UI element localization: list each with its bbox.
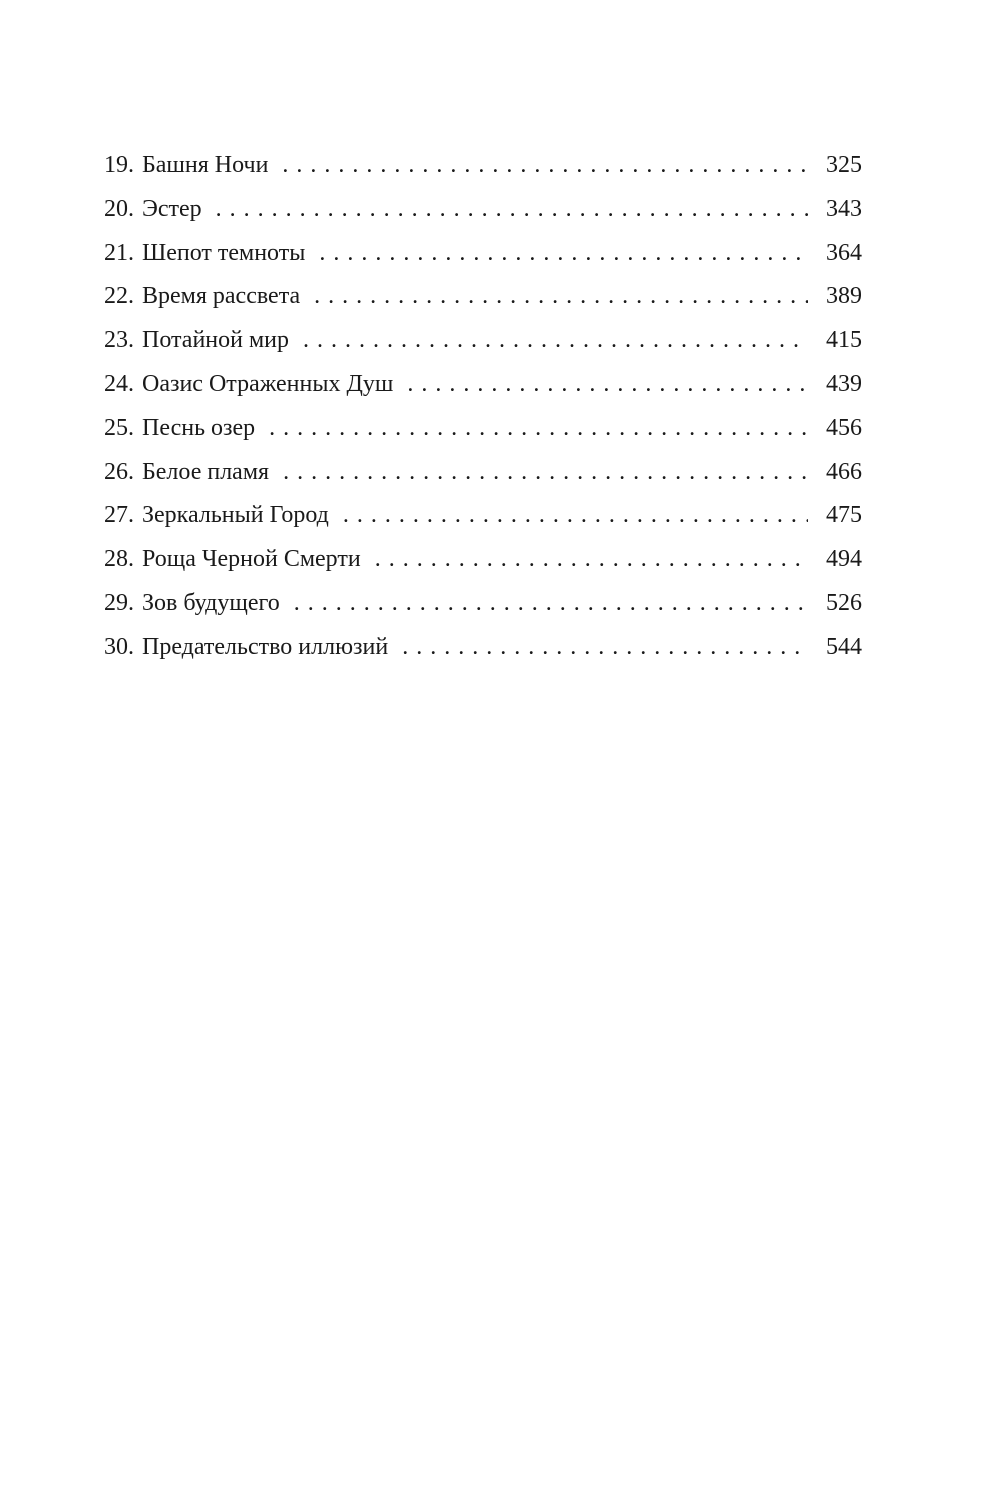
chapter-number: 25. <box>104 414 134 441</box>
chapter-number: 29. <box>104 589 134 616</box>
chapter-title: Песнь озер <box>142 414 256 441</box>
chapter-title: Зов будущего <box>142 589 280 616</box>
dot-leader <box>216 196 808 223</box>
dot-leader <box>283 459 808 486</box>
chapter-number: 20. <box>104 195 134 222</box>
dot-leader <box>294 590 808 617</box>
dot-leader <box>303 327 808 354</box>
page-number: 494 <box>826 546 862 573</box>
toc-entry <box>104 590 862 634</box>
toc-entry <box>104 415 862 459</box>
toc-entry <box>104 371 862 415</box>
chapter-number: 30. <box>104 633 134 660</box>
page-number: 389 <box>826 283 862 310</box>
toc-entry <box>104 502 862 546</box>
chapter-title: Потайной мир <box>142 327 290 354</box>
page-number: 475 <box>826 502 862 529</box>
dot-leader <box>343 502 808 529</box>
chapter-title: Шепот темноты <box>142 239 306 266</box>
toc-entry <box>104 283 862 327</box>
dot-leader <box>282 152 808 179</box>
page-number: 544 <box>826 633 862 660</box>
toc-entry <box>104 546 862 590</box>
page-number: 364 <box>826 239 862 266</box>
chapter-title: Эстер <box>142 195 202 222</box>
page-number: 343 <box>826 195 862 222</box>
dot-leader <box>375 546 808 573</box>
page-number: 456 <box>826 414 862 441</box>
page-number: 526 <box>826 589 862 616</box>
toc-entry <box>104 240 862 284</box>
dot-leader <box>402 634 808 661</box>
dot-leader <box>407 371 808 398</box>
toc-entry <box>104 327 862 371</box>
chapter-title: Оазис Отраженных Душ <box>142 370 394 397</box>
chapter-number: 23. <box>104 327 134 354</box>
page-number: 415 <box>826 327 862 354</box>
dot-leader <box>314 283 808 310</box>
chapter-number: 21. <box>104 239 134 266</box>
page-number: 439 <box>826 370 862 397</box>
chapter-title: Белое пламя <box>142 458 270 485</box>
chapter-number: 24. <box>104 370 134 397</box>
dot-leader <box>269 415 808 442</box>
chapter-number: 19. <box>104 152 134 178</box>
chapter-title: Предательство иллюзий <box>142 633 389 660</box>
chapter-title: Время рассвета <box>142 283 301 310</box>
chapter-number: 27. <box>104 502 134 529</box>
page-number: 325 <box>826 152 862 178</box>
chapter-number: 26. <box>104 458 134 485</box>
table-of-contents <box>104 152 862 678</box>
toc-entry <box>104 152 862 196</box>
chapter-title: Зеркальный Город <box>142 502 329 529</box>
toc-entry <box>104 459 862 503</box>
toc-entry <box>104 634 862 678</box>
dot-leader <box>319 240 808 267</box>
chapter-title: Роща Черной Смерти <box>142 546 361 573</box>
page-number: 466 <box>826 458 862 485</box>
toc-entry <box>104 196 862 240</box>
chapter-number: 28. <box>104 546 134 573</box>
chapter-title: Башня Ночи <box>142 152 269 178</box>
chapter-number: 22. <box>104 283 134 310</box>
